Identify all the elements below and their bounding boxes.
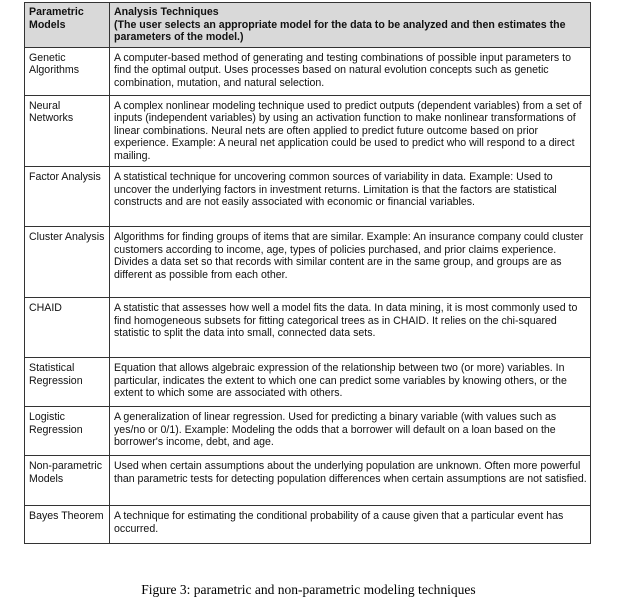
table-row <box>25 358 591 407</box>
table-row <box>25 456 591 506</box>
techniques-table-container <box>24 2 590 544</box>
model-name: Genetic Algorithms <box>25 47 110 95</box>
table-header-row <box>25 3 591 48</box>
table-row <box>25 95 591 167</box>
table-row <box>25 47 591 95</box>
model-description: A statistic that assesses how well a model fits the data. In data mining, it is most commonly used to find homogeneous subsets for fitting categorical trees as in CHAID. It relies on the chi-squared statistic to split the data into small, connected data sets. <box>110 298 591 358</box>
model-name: Cluster Analysis <box>25 227 110 298</box>
model-description: A technique for estimating the conditional probability of a cause given that a particular event has occurred. <box>110 506 591 544</box>
model-name: Logistic Regression <box>25 407 110 456</box>
header-analysis-techniques <box>110 3 591 48</box>
header-technique-title: Analysis Techniques <box>114 6 219 18</box>
table-row <box>25 407 591 456</box>
table-row <box>25 227 591 298</box>
model-description: A statistical technique for uncovering common sources of variability in data. Example: Used to uncover the underlying factors in investment returns. Limitation is that the factors are statistical constructs and are not easily associated with economic or financial variables. <box>110 167 591 227</box>
table-row <box>25 167 591 227</box>
header-parametric-models: Parametric Models <box>25 3 110 48</box>
model-description: Algorithms for finding groups of items that are similar. Example: An insurance company could cluster customers according to income, age, types of policies purchased, and prior claims experience. Divides a data set so that records with similar content are in the same group, and groups are as different as possible from each other. <box>110 227 591 298</box>
table-row <box>25 506 591 544</box>
model-description: A complex nonlinear modeling technique used to predict outputs (dependent variables) from a set of inputs (independent variables) by using an activation function to make nonlinear transformations of linear combinations. Neural nets are often applied to predict future outcome based on prior experience. Example: A neural net application could be used to predict who will respond to a direct mailing. <box>110 95 591 167</box>
model-name: Neural Networks <box>25 95 110 167</box>
model-name: Bayes Theorem <box>25 506 110 544</box>
model-description: Used when certain assumptions about the underlying population are unknown. Often more powerful than parametric tests for detecting population differences when certain assumptions are not satisfied. <box>110 456 591 506</box>
figure-caption: Figure 3: parametric and non-parametric modeling techniques <box>141 582 476 597</box>
header-technique-note: (The user selects an appropriate model for the data to be analyzed and then estimates the parameters of the model.) <box>114 18 566 43</box>
model-name: Factor Analysis <box>25 167 110 227</box>
model-description: A computer-based method of generating and testing combinations of possible input parameters to find the optimal output. Uses processes based on natural evolution concepts such as genetic combination, mutation, and natural selection. <box>110 47 591 95</box>
model-name: Non-parametric Models <box>25 456 110 506</box>
model-name: CHAID <box>25 298 110 358</box>
model-description: Equation that allows algebraic expression of the relationship between two (or more) variables. In particular, indicates the extent to which one can predict some variables by knowing others, or the extent to which some are associated with others. <box>110 358 591 407</box>
table-row <box>25 298 591 358</box>
model-description: A generalization of linear regression. Used for predicting a binary variable (with values such as yes/no or 0/1). Example: Modeling the odds that a borrower will default on a loan based on the borrower's income, debt, and age. <box>110 407 591 456</box>
model-name: Statistical Regression <box>25 358 110 407</box>
techniques-table <box>24 2 591 544</box>
